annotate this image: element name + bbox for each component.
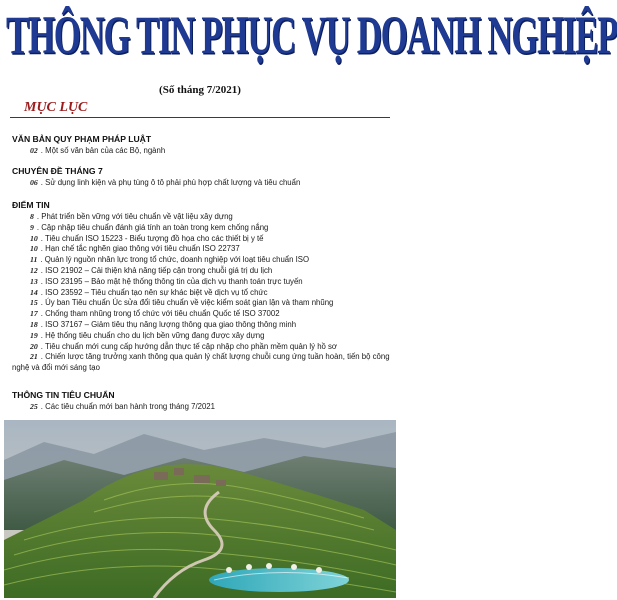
section-heading: ĐIỂM TIN bbox=[12, 200, 50, 210]
toc-item[interactable] bbox=[12, 212, 392, 223]
toc-item-text: . Cập nhập tiêu chuẩn đánh giá tính an toàn trong kem chống nắng bbox=[36, 222, 269, 232]
toc-page-number: 14 bbox=[30, 287, 38, 297]
toc-page-number: 11 bbox=[30, 255, 38, 265]
toc-item[interactable] bbox=[12, 402, 392, 413]
toc-item[interactable] bbox=[12, 244, 392, 255]
toc-item-text: . ISO 23195 – Bảo mật hệ thống thông tin của dịch vụ thanh toán trực tuyến bbox=[40, 276, 303, 286]
toc-page-number: 19 bbox=[30, 330, 38, 340]
toc-item[interactable] bbox=[12, 298, 392, 309]
toc-item-text: . Úy ban Tiêu chuẩn Úc sửa đổi tiêu chuẩn về việc kiểm soát gian lận và tham nhũng bbox=[40, 298, 334, 308]
toc-page-number: 9 bbox=[30, 222, 34, 232]
toc-item[interactable] bbox=[12, 331, 392, 342]
toc-item-text: . ISO 23592 – Tiêu chuẩn tạo nên sự khác biệt về dịch vụ tổ chức bbox=[40, 287, 268, 297]
toc-item-text: . Sử dụng linh kiện và phụ tùng ô tô phải phù hợp chất lượng và tiêu chuẩn bbox=[40, 178, 301, 187]
landscape-photo-icon bbox=[4, 420, 396, 598]
toc-item-text: . Một số văn bản của các Bộ, ngành bbox=[40, 146, 166, 155]
toc-item[interactable] bbox=[12, 320, 392, 331]
toc-item[interactable] bbox=[12, 266, 392, 277]
landscape-photo bbox=[4, 420, 396, 598]
toc-item-text: . Hạn chế tắc nghẽn giao thông với tiêu chuẩn ISO 22737 bbox=[40, 244, 240, 254]
toc-item[interactable] bbox=[12, 352, 392, 374]
toc-item-text: . Tiêu chuẩn mới cung cấp hướng dẫn thực tế cập nhập cho phần mềm quản lý hồ sơ bbox=[40, 341, 338, 351]
toc-page-number: 18 bbox=[30, 319, 38, 329]
toc-item-text: . Quản lý nguồn nhân lực trong tổ chức, doanh nghiệp với loạt tiêu chuẩn ISO bbox=[40, 255, 310, 265]
toc-page-number: 15 bbox=[30, 298, 38, 308]
toc-item[interactable] bbox=[12, 342, 392, 353]
toc-item-text: . Hệ thống tiêu chuẩn cho du lịch bền vững đang được xây dựng bbox=[40, 330, 265, 340]
section-heading: VĂN BẢN QUY PHẠM PHÁP LUẬT bbox=[12, 134, 152, 144]
toc-item-text: . Chống tham nhũng trong tổ chức với tiêu chuẩn Quốc tế ISO 37002 bbox=[40, 309, 280, 319]
toc-page-number: 12 bbox=[30, 265, 38, 275]
toc-item-text: . Chiến lược tăng trưởng xanh thông qua quản lý chất lượng chuỗi cung ứng tuần hoàn, tiến bộ công nghệ và đổi mới sáng tạo bbox=[12, 352, 390, 373]
toc-page-number: 10 bbox=[30, 244, 38, 254]
publication-title: THÔNG TIN PHỤC VỤ DOANH NGHIỆP bbox=[6, 5, 617, 66]
toc-item-text: . ISO 37167 – Giảm tiêu thụ năng lượng thông qua giao thông thông minh bbox=[40, 319, 297, 329]
toc-item[interactable] bbox=[12, 277, 392, 288]
toc-page-number: 20 bbox=[30, 341, 38, 351]
toc-title: MỤC LỤC bbox=[10, 100, 390, 118]
toc-item[interactable] bbox=[12, 146, 392, 157]
section-heading: CHUYÊN ĐỀ THÁNG 7 bbox=[12, 166, 103, 176]
toc-page-number: 8 bbox=[30, 212, 34, 221]
section-chuyen-de bbox=[12, 166, 392, 189]
section-van-ban bbox=[12, 134, 392, 157]
toc-page-number: 10 bbox=[30, 233, 38, 243]
toc-page-number: 25 bbox=[30, 402, 38, 411]
section-diem-tin bbox=[12, 200, 392, 374]
toc-item-text: . Các tiêu chuẩn mới ban hành trong tháng 7/2021 bbox=[40, 402, 215, 411]
toc-page-number: 06 bbox=[30, 178, 38, 187]
toc-page-number: 17 bbox=[30, 309, 38, 319]
issue-number: (Số tháng 7/2021) bbox=[159, 84, 241, 96]
toc-item-text: . Tiêu chuẩn ISO 15223 - Biểu tượng đồ họa cho các thiết bị y tế bbox=[40, 233, 264, 243]
toc-item[interactable] bbox=[12, 288, 392, 299]
toc-item[interactable] bbox=[12, 309, 392, 320]
toc-item[interactable] bbox=[12, 255, 392, 266]
toc-item[interactable] bbox=[12, 234, 392, 245]
toc-item[interactable] bbox=[12, 178, 392, 189]
toc-page-number: 21 bbox=[30, 352, 38, 362]
toc-item[interactable] bbox=[12, 223, 392, 234]
masthead bbox=[6, 4, 617, 68]
toc-page-number: 13 bbox=[30, 276, 38, 286]
section-heading: THÔNG TIN TIÊU CHUẨN bbox=[12, 390, 115, 400]
toc-item-text: . ISO 21902 – Cải thiện khả năng tiếp cận trong chuỗi giá trị du lịch bbox=[40, 265, 273, 275]
section-thong-tin bbox=[12, 390, 392, 413]
toc-page-number: 02 bbox=[30, 146, 38, 155]
toc-item-text: . Phát triển bền vững với tiêu chuẩn về vật liệu xây dựng bbox=[36, 212, 233, 221]
